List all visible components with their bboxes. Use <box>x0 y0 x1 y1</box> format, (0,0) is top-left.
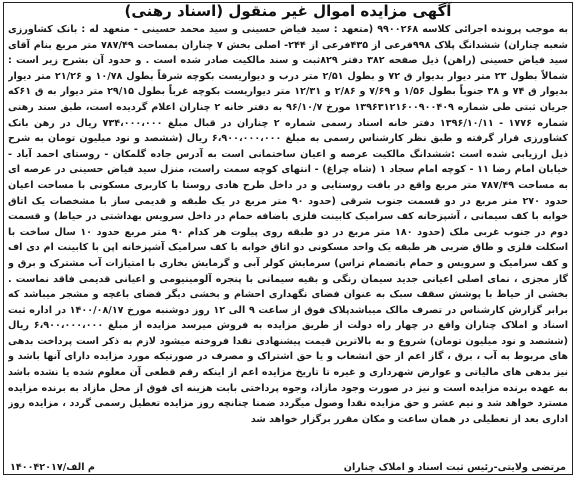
notice-reference-code: ۱۴۰۰۴۲۰۱۷/م الف <box>10 462 95 473</box>
notice-body-text: به موجب پرونده اجرائی کلاسه ۹۹۰۰۲۶۸ (متعهد : سید فیاض حسینی و سید محمد حسینی - متعهد له : بانک کشاورزی شعبه چناران) ششدانگ پلاک ۹۹۸فرعی از ۴۳۵فرعی از ۲۴۴- اصلی بخش ۷ چناران بمساحت ۷۸۷/۴۹ متر مربع بنام آقای سید فیاض حسینی (راهن) ذیل صفحه ۳۸۲ دفتر ۸۲۹ثبت و سند مالکیت صادر شده است . و حدود آن بشرح زیر است : شمالاً بطول ۲۳ متر دیوار بدیوار ق ۷۲ و بطول ۲/۵۱ متر درب و دیواریست بکوچه شرقاً بطول ۱۰/۷۸ و ۲۱/۲۶ متر دیوار بدیوار ق ۷۴ و ۳۸ جنوباً بطول ۱/۵۶ و ۷/۶۹ و ۲/۸۶ و ۱۲/۳۱ متر دیواریست بکوچه غرباً بطول ۲۹/۱۵ متر دیوار به ق ۶۱که جریان ثبتی طی شماره ۱۳۹۶۳۱۲۱۶۰۰۹۰۰۴۰۹ مورخ ۹۶/۱۰/۷ به دفتر خانه ۲ چناران اعلام گردیده است، طبق سند رهنی شماره ۱۷۷۶ - ۱۳۹۶/۱۰/۱۱ دفتر خانه اسناد رسمی شماره ۲ چناران در قبال مبلغ ۷۳۴،۰۰۰،۰۰۰ ریال در رهن بانک کشاورزی قرار گرفته و طبق نظر کارشناس رسمی به مبلغ ۶،۹۰۰،۰۰۰،۰۰۰ ریال (ششصد و نود میلیون تومان به شرح ذیل ارزیابی شده است :ششدانگ مالکیت عرصه و اعیان ساختمانی است به آدرس جاده گلمکان - روستای احمد آباد - خیابان امام رضا ۱۱ - کوچه امام سجاد ۱ (شاه چراغ) - انتهای کوچه سمت راست، منزل سید فیاض حسینی در عرصه ای به مساحت ۷۸۷/۴۹ متر مربع واقع در بافت روستایی و در داخل طرح هادی روستا با کاربری مسکونی با مساحت اعیان حدود ۲۷۰ متر مربع در دو قسمت جنوب شرقی (حدود ۹۰ متر مربع در یک طبقه و قدیمی ساز با مشخصات یک اتاق خوابه با کف سیمانی ، آشپزخانه کف سرامیک کابینت فلزی باضافه حمام در داخل سرویس بهداشتی در حیاط) و قسمت دوم در جنوب غربی ملک (حدود ۱۸۰ متر مربع در دو طبقه روی پیلوت هر کدام ۹۰ متر مربع حدود ۱۰ سال ساخت با اسکلت فلزی و طاق ضربی هر طبقه یک واحد مسکونی دو اتاق خوابه با کف سرامیک آشپزخانه اپن با کابینت ام دی اف و کف سرامیک و سرویس و حمام باتضمام تراس) سرمایش کولر آبی و گرمایش بخاری با امتیازات آب مشترک و برق و گاز مجزی ، نمای اصلی اعیانی جدید سیمان رنگی و بقیه سیمانی با پنجره آلومینیومی و اعیانی قدیمی فاقد نماست . بخشی از حیاط با پوشش سقف سبک به عنوان فضای نگهداری احشام و بخشی دیگر فضای باغچه و مشجر میباشد که برابر گزارش کارشناس در تصرف مالک میباشدپلاک فوق از ساعت ۹ الی ۱۲ روز دوشنبه مورخ ۱۴۰۰/۰۸/۱۷ در اداره ثبت اسناد و املاک چناران واقع در چهار راه دولت از طریق مزایده به فروش میرسد مزایده از مبلغ ۶،۹۰۰،۰۰۰،۰۰۰ ریال (ششصد و نود میلیون تومان) شروع و به بالاترین قیمت پیشنهادی نقدا فروخته میشود لازم به ذکر است پرداخت بدهی های مربوط به آب ، برق ، گاز اعم از حق انشعاب و یا حق اشتراک و مصرف در صورتیکه مورد مزایده دارای آنها باشد و نیز بدهی های مالیاتی و عوارض شهرداری و غیره تا تاریخ مزایده اعم از اینکه رقم قطعی آن معلوم شده یا نشده باشد به عهده برنده مزایده است و نیز در صورت وجود مازاد، وجوه پرداختی بابت هزینه ای فوق از محل مازاد به برنده مزایده مسترد خواهد شد و نیم عشر و حق مزایده نقدا وصول میگردد ضمنا چنانچه روز مزایده تعطیل رسمی گردد ، مزایده روز اداری بعد از تعطیلی در همان ساعت و مکان مقرر برگزار خواهد شد <box>8 24 568 425</box>
notice-title: آگهی مزایده اموال غیر منقول (اسناد رهنی) <box>124 2 452 20</box>
notice-signature: مرتضی ولایتی-رئیس ثبت اسناد و املاک چناران <box>343 462 566 473</box>
